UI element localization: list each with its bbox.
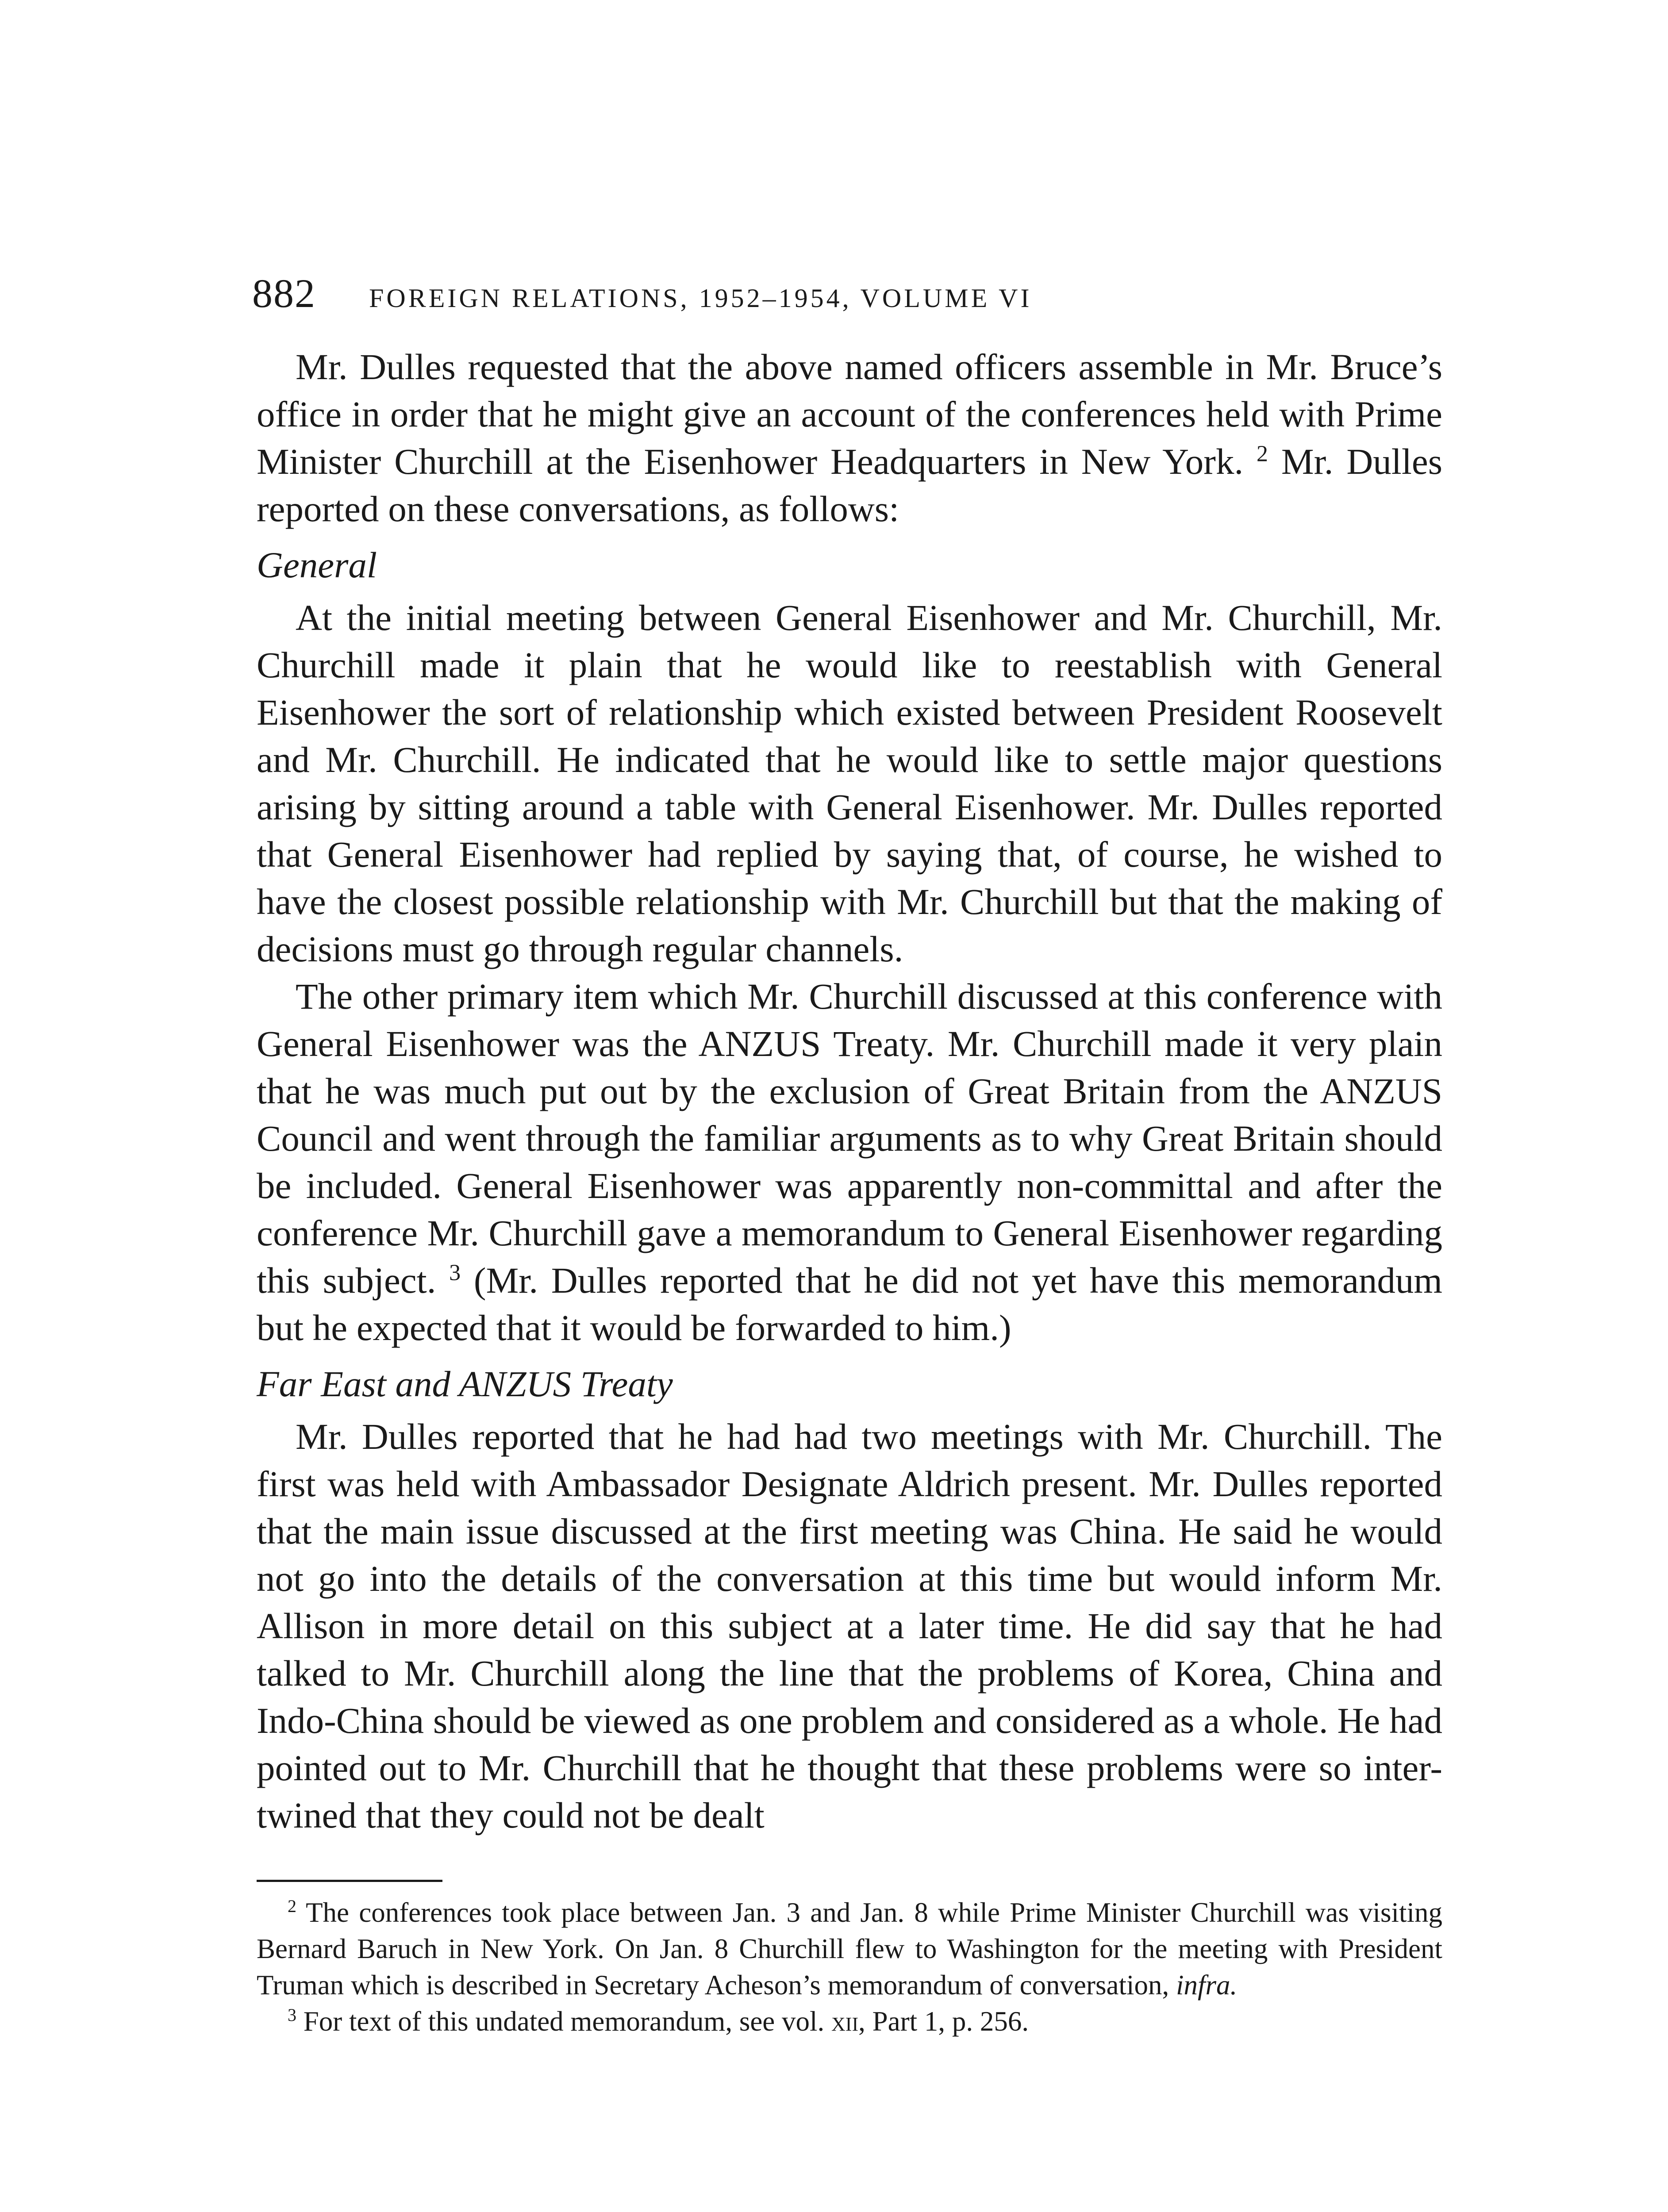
paragraph: Mr. Dulles reported that he had had two meetings with Mr. Churchill. The first was held with Ambassador Designate Aldrich present. Mr. Dulles reported that the main issue discussed at the first meeting was China. He said he would not go into the details of the conversation at this time but would inform Mr. Allison in more detail on this subject at a later time. He did say that he had talked to Mr. Churchill along the line that the problems of Korea, China and Indo-China should be viewed as one problem and considered as a whole. He had pointed out to Mr. Churchill that he thought that these problems were so inter-twined that they could not be dealt (257, 1416, 1442, 1836)
running-head (252, 270, 1442, 317)
paragraph-text-continued: (Mr. Dulles reported that he did not yet have this memorandum but he expected that it would be forwarded to him.) (257, 1260, 1442, 1348)
body-text (257, 343, 1442, 1839)
intro-text-continued: Mr. Dulles reported on these conversations, as follows: (257, 441, 1443, 529)
section-heading-far-east: Far East and ANZUS Treaty (257, 1363, 673, 1404)
document-page (252, 270, 1443, 2039)
footnote-2 (257, 1894, 1442, 2003)
footnote-ref-3[interactable]: 3 (449, 1260, 461, 1286)
footnote-marker: 3 (288, 2005, 296, 2025)
footnotes (257, 1894, 1442, 2039)
page-number: 882 (252, 271, 316, 316)
footnote-text: For text of this undated memorandum, see vol. (303, 2006, 832, 2037)
paragraph-text: The other primary item which Mr. Churchill discussed at this conference with General Eisenhower was the ANZUS Treaty. Mr. Churchill made it very plain that he was much put out by the exclusion of Great Britain from the ANZUS Council and went through the familiar arguments as to why Great Britain should be included. General Eisenhower was apparently non-committal and after the conference Mr. Churchill gave a memorandum to General Eisenhower regarding this subject. (257, 976, 1442, 1301)
footnote-italic-text: infra. (1176, 1970, 1238, 2001)
intro-text: Mr. Dulles requested that the above named officers assemble in Mr. Bruce’s office in order that he might give an account of the conferences held with Prime Minister Churchill at the Eisenhower Headquarters in New York. (257, 346, 1442, 482)
footnote-marker: 2 (288, 1896, 296, 1916)
paragraph (257, 973, 1442, 1352)
footnote-volume-number: xii (831, 2006, 859, 2037)
footnote-text-continued: , Part 1, p. 256. (858, 2006, 1029, 2037)
footnote-divider (257, 1880, 442, 1882)
footnote-text: The conferences took place between Jan. 3 and Jan. 8 while Prime Minister Churchill was visiting Bernard Baruch in New York. On Jan. 8 Churchill flew to Washington for the meeting with President Truman which is described in Secretary Acheson’s memorandum of conversation, (257, 1897, 1442, 2001)
footnote-3 (257, 2003, 1442, 2039)
footnote-ref-2[interactable]: 2 (1257, 441, 1268, 467)
section-heading-general: General (257, 545, 377, 585)
paragraph: At the initial meeting between General Eisenhower and Mr. Churchill, Mr. Churchill made it plain that he would like to reestablish with General Eisenhower the sort of relationship which existed between President Roosevelt and Mr. Churchill. He indicated that he would like to settle major questions arising by sitting around a table with General Eisenhower. Mr. Dulles reported that General Eisenhower had replied by saying that, of course, he wished to have the closest possible relationship with Mr. Churchill but that the making of decisions must go through regular channels. (257, 597, 1442, 969)
intro-paragraph (257, 343, 1442, 533)
volume-title: FOREIGN RELATIONS, 1952–1954, VOLUME VI (369, 284, 1032, 313)
